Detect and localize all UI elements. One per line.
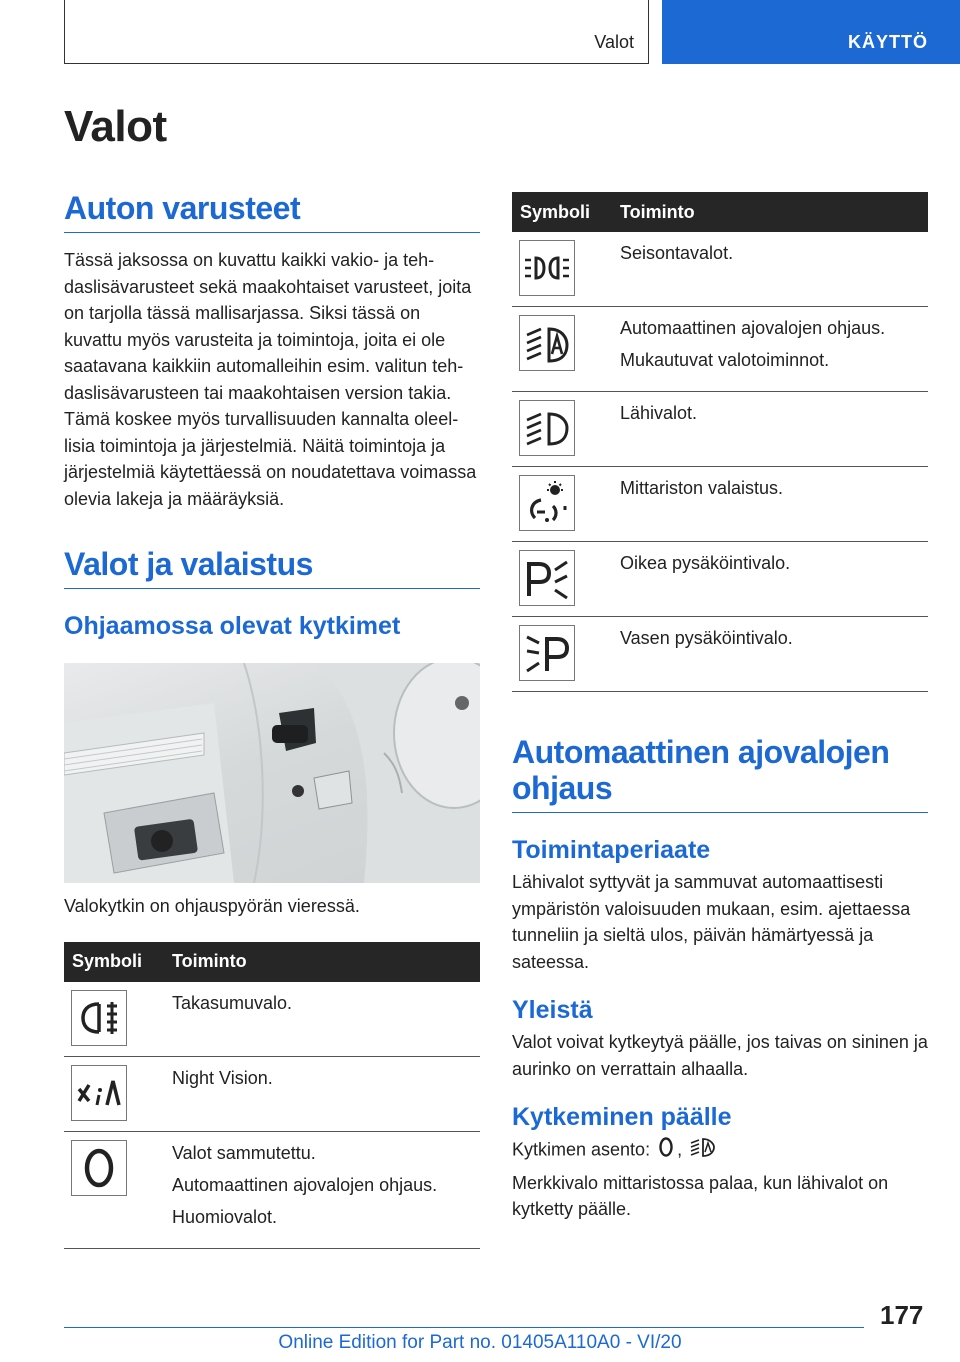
table-row [512,542,928,617]
heading-equipment: Auton varusteet [64,190,480,233]
row-text: Lähivalot. [620,403,698,423]
row-text: Oikea pysäköintivalo. [620,553,791,573]
row-text: Vasen pysäköintivalo. [620,628,793,648]
left-column [64,190,480,1249]
col-header-function: Toiminto [612,192,928,232]
heading-principle: Toimintaperiaate [512,836,711,864]
page-title: Valot [64,102,167,151]
auto-headlight-icon [690,1136,716,1166]
right-column [512,190,928,1223]
heading-lights: Valot ja valaistus [64,546,480,589]
table-row [64,1056,480,1131]
heading-general: Yleistä [512,996,593,1024]
auto-headlight-icon [519,315,575,371]
row-text: Automaattinen ajovalojen ohjaus. [172,1174,438,1195]
paragraph-equipment: Tässä jaksossa on kuvattu kaikki vakio- ja tehdaslisävarusteet sekä maakohtaiset varusteet, joita on tarjolla tässä mallisarjassa. Siksi tässä on kuvattu myös varusteita ja toimintoja, joita ei ole saatavana kaikkiin automalleihin esim. valitun tehdaslisävarusteen tai maakohtaisen version takia. Tämä koskee myös turvallisuuden kannalta oleellisia toimintoja ja järjestelmiä. Näitä toimintoja ja järjestelmiä käytettäessä on noudatettava voimassa olevia lakeja ja määräyksiä. [64,250,477,509]
instrument-lighting-icon [519,475,575,531]
row-text: Valot sammutettu. [172,1142,316,1163]
symbol-table-right [512,192,928,692]
switch-position-label: Kytkimen asento: [512,1139,651,1160]
lights-off-0-icon [71,1140,127,1196]
paragraph-switch-on: Merkkivalo mittaristossa palaa, kun lähivalot on kytketty päälle. [512,1172,889,1219]
low-beam-icon [519,400,575,456]
header-chapter-box [64,0,649,64]
table-row [512,617,928,692]
switch-position-separator: , [677,1139,683,1160]
row-text: Mukautuvat valotoiminnot. [620,350,830,370]
page-number: 177 [880,1300,924,1330]
night-vision-icon [71,1065,127,1121]
row-text: Takasumuvalo. [172,992,293,1013]
footer-rule [64,1327,864,1328]
rear-fog-light-icon [71,990,127,1046]
dashboard-illustration [64,663,480,883]
col-header-function: Toiminto [164,942,480,982]
paragraph-principle: Lähivalot syttyvät ja sammuvat automaattisesti ympäristön valoisuuden mukaan, esim. ajettaessa tunneliin ja sieltä ulos, päivän hämärtyessä ja sateessa. [512,872,911,972]
col-header-symbol: Symboli [64,942,164,982]
row-text: Huomiovalot. [172,1206,278,1227]
left-parking-light-icon [519,625,575,681]
photo-caption: Valokytkin on ohjauspyörän vieressä. [64,896,360,916]
row-text: Seisontavalot. [620,243,734,263]
table-row [512,467,928,542]
paragraph-general: Valot voivat kytkeytyä päälle, jos taivas on sininen ja aurinko on verrattain alhaalla. [512,1032,928,1079]
heading-switch-on: Kytkeminen päälle [512,1103,732,1131]
table-row [64,982,480,1057]
header-section: KÄYTTÖ [848,32,928,52]
table-row [512,307,928,392]
header-chapter: Valot [594,32,634,52]
heading-auto-headlights: Automaattinen ajovalojen ohjaus [512,734,928,813]
parking-lights-icon [519,240,575,296]
right-parking-light-icon [519,550,575,606]
col-header-symbol: Symboli [512,192,612,232]
row-text: Automaattinen ajovalojen ohjaus. [620,318,886,338]
symbol-table-left [64,942,480,1249]
row-text: Mittariston valaistus. [620,478,784,498]
table-row [64,1131,480,1248]
table-row [512,232,928,307]
heading-switches: Ohjaamossa olevat kytkimet [64,612,401,640]
footer-edition: Online Edition for Part no. 01405A110A0 - VI/20 [278,1332,682,1353]
table-row [512,392,928,467]
lights-off-0-icon [658,1136,674,1166]
header-section-box [662,0,960,64]
switch-position-line [512,1136,928,1166]
light-switch-photo [64,663,480,883]
row-text: Night Vision. [172,1067,273,1088]
